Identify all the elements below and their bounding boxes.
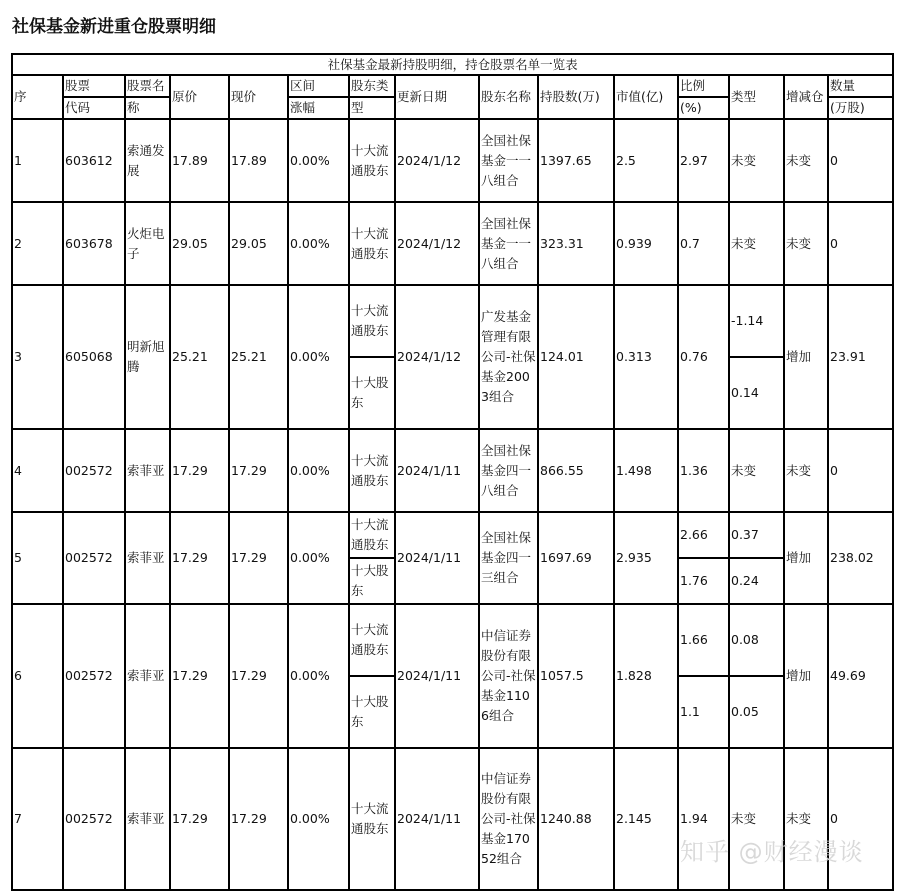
cell-cur-price: 17.29 — [229, 748, 288, 890]
cell-code: 002572 — [63, 429, 125, 512]
cell-range: 0.00% — [288, 119, 349, 202]
holdings-table — [11, 53, 894, 891]
cell-code: 603678 — [63, 202, 125, 285]
header-code-bottom: 代码 — [63, 97, 125, 119]
cell-holder-name: 全国社保基金一一八组合 — [479, 119, 538, 202]
cell-holder-type: 十大股东 — [349, 357, 395, 429]
cell-market-value: 2.5 — [614, 119, 678, 202]
cell-update-date: 2024/1/12 — [395, 202, 479, 285]
header-change: 增减仓 — [784, 75, 828, 119]
cell-change: 增加 — [784, 512, 828, 604]
header-ratio-bottom: (%) — [678, 97, 729, 119]
cell-code: 002572 — [63, 604, 125, 748]
watermark: 知乎 @财经漫谈 — [680, 838, 864, 866]
header-seq: 序 — [12, 75, 63, 119]
header-shares: 持股数(万) — [538, 75, 614, 119]
table-row — [12, 285, 893, 357]
cell-type: 未变 — [729, 429, 784, 512]
cell-shares: 124.01 — [538, 285, 614, 429]
cell-seq: 5 — [12, 512, 63, 604]
table-row — [12, 429, 893, 512]
cell-qty: 0 — [828, 202, 893, 285]
header-name-top: 股票名 — [125, 75, 170, 97]
cell-shares: 323.31 — [538, 202, 614, 285]
cell-ratio: 1.76 — [678, 558, 729, 604]
cell-shares: 1397.65 — [538, 119, 614, 202]
cell-holder-type: 十大流通股东 — [349, 429, 395, 512]
cell-qty: 0 — [828, 429, 893, 512]
cell-name: 索菲亚 — [125, 604, 170, 748]
cell-qty: 238.02 — [828, 512, 893, 604]
table-caption: 社保基金最新持股明细，持仓股票名单一览表 — [12, 54, 893, 75]
header-holder-type-top: 股东类 — [349, 75, 395, 97]
cell-orig-price: 17.89 — [170, 119, 229, 202]
cell-holder-type: 十大流通股东 — [349, 119, 395, 202]
header-name-bottom: 称 — [125, 97, 170, 119]
cell-name: 索菲亚 — [125, 429, 170, 512]
page-title: 社保基金新进重仓股票明细 — [12, 17, 216, 37]
table-row — [12, 748, 893, 890]
cell-orig-price: 25.21 — [170, 285, 229, 429]
cell-holder-type: 十大流通股东 — [349, 285, 395, 357]
cell-qty: 23.91 — [828, 285, 893, 429]
cell-ratio: 1.94 — [678, 748, 729, 890]
cell-seq: 2 — [12, 202, 63, 285]
header-ratio-top: 比例 — [678, 75, 729, 97]
cell-type: 未变 — [729, 748, 784, 890]
cell-change: 未变 — [784, 202, 828, 285]
cell-range: 0.00% — [288, 285, 349, 429]
cell-market-value: 1.828 — [614, 604, 678, 748]
cell-change: 增加 — [784, 604, 828, 748]
cell-update-date: 2024/1/12 — [395, 285, 479, 429]
cell-cur-price: 17.29 — [229, 512, 288, 604]
cell-orig-price: 17.29 — [170, 748, 229, 890]
cell-range: 0.00% — [288, 748, 349, 890]
table-row — [12, 604, 893, 676]
cell-ratio: 1.1 — [678, 676, 729, 748]
header-range-bottom: 涨幅 — [288, 97, 349, 119]
cell-name: 索菲亚 — [125, 512, 170, 604]
cell-ratio: 0.76 — [678, 285, 729, 429]
cell-orig-price: 17.29 — [170, 604, 229, 748]
cell-qty: 0 — [828, 748, 893, 890]
cell-shares: 1697.69 — [538, 512, 614, 604]
table-row — [12, 119, 893, 202]
cell-market-value: 0.939 — [614, 202, 678, 285]
cell-seq: 6 — [12, 604, 63, 748]
cell-orig-price: 29.05 — [170, 202, 229, 285]
cell-holder-type: 十大流通股东 — [349, 512, 395, 558]
cell-holder-name: 中信证券股份有限公司-社保基金1106组合 — [479, 604, 538, 748]
table-row — [12, 202, 893, 285]
cell-holder-type: 十大股东 — [349, 558, 395, 604]
cell-type: 0.14 — [729, 357, 784, 429]
cell-cur-price: 17.89 — [229, 119, 288, 202]
cell-name: 明新旭腾 — [125, 285, 170, 429]
cell-range: 0.00% — [288, 512, 349, 604]
cell-change: 未变 — [784, 119, 828, 202]
cell-name: 索通发展 — [125, 119, 170, 202]
cell-name: 索菲亚 — [125, 748, 170, 890]
cell-change: 未变 — [784, 429, 828, 512]
header-holder-name: 股东名称 — [479, 75, 538, 119]
cell-orig-price: 17.29 — [170, 429, 229, 512]
cell-shares: 1057.5 — [538, 604, 614, 748]
header-qty-bottom: (万股) — [828, 97, 893, 119]
cell-code: 603612 — [63, 119, 125, 202]
cell-holder-type: 十大流通股东 — [349, 202, 395, 285]
cell-type: 未变 — [729, 202, 784, 285]
cell-update-date: 2024/1/11 — [395, 512, 479, 604]
header-code-top: 股票 — [63, 75, 125, 97]
cell-cur-price: 25.21 — [229, 285, 288, 429]
cell-range: 0.00% — [288, 429, 349, 512]
cell-market-value: 0.313 — [614, 285, 678, 429]
cell-holder-name: 全国社保基金四一八组合 — [479, 429, 538, 512]
cell-shares: 1240.88 — [538, 748, 614, 890]
cell-holder-type: 十大流通股东 — [349, 748, 395, 890]
cell-cur-price: 17.29 — [229, 604, 288, 748]
cell-holder-type: 十大股东 — [349, 676, 395, 748]
cell-update-date: 2024/1/12 — [395, 119, 479, 202]
cell-type: 0.37 — [729, 512, 784, 558]
cell-cur-price: 17.29 — [229, 429, 288, 512]
cell-update-date: 2024/1/11 — [395, 429, 479, 512]
cell-seq: 4 — [12, 429, 63, 512]
cell-code: 605068 — [63, 285, 125, 429]
cell-type: 0.05 — [729, 676, 784, 748]
cell-holder-name: 全国社保基金四一三组合 — [479, 512, 538, 604]
table-row — [12, 512, 893, 558]
cell-update-date: 2024/1/11 — [395, 748, 479, 890]
cell-type: 未变 — [729, 119, 784, 202]
cell-holder-type: 十大流通股东 — [349, 604, 395, 676]
header-holder-type-bottom: 型 — [349, 97, 395, 119]
cell-seq: 7 — [12, 748, 63, 890]
cell-market-value: 2.935 — [614, 512, 678, 604]
cell-ratio: 0.7 — [678, 202, 729, 285]
cell-name: 火炬电子 — [125, 202, 170, 285]
cell-qty: 49.69 — [828, 604, 893, 748]
cell-range: 0.00% — [288, 604, 349, 748]
cell-market-value: 2.145 — [614, 748, 678, 890]
cell-shares: 866.55 — [538, 429, 614, 512]
header-qty-top: 数量 — [828, 75, 893, 97]
cell-code: 002572 — [63, 748, 125, 890]
cell-update-date: 2024/1/11 — [395, 604, 479, 748]
cell-ratio: 1.36 — [678, 429, 729, 512]
cell-seq: 3 — [12, 285, 63, 429]
cell-type: -1.14 — [729, 285, 784, 357]
cell-type: 0.08 — [729, 604, 784, 676]
cell-ratio: 2.97 — [678, 119, 729, 202]
cell-holder-name: 全国社保基金一一八组合 — [479, 202, 538, 285]
header-update-date: 更新日期 — [395, 75, 479, 119]
cell-orig-price: 17.29 — [170, 512, 229, 604]
header-range-top: 区间 — [288, 75, 349, 97]
cell-holder-name: 广发基金管理有限公司-社保基金2003组合 — [479, 285, 538, 429]
header-type: 类型 — [729, 75, 784, 119]
cell-ratio: 1.66 — [678, 604, 729, 676]
header-market-value: 市值(亿) — [614, 75, 678, 119]
header-cur-price: 现价 — [229, 75, 288, 119]
cell-range: 0.00% — [288, 202, 349, 285]
cell-holder-name: 中信证券股份有限公司-社保基金17052组合 — [479, 748, 538, 890]
header-orig-price: 原价 — [170, 75, 229, 119]
cell-cur-price: 29.05 — [229, 202, 288, 285]
cell-market-value: 1.498 — [614, 429, 678, 512]
cell-change: 增加 — [784, 285, 828, 429]
cell-code: 002572 — [63, 512, 125, 604]
cell-seq: 1 — [12, 119, 63, 202]
cell-type: 0.24 — [729, 558, 784, 604]
cell-qty: 0 — [828, 119, 893, 202]
cell-change: 未变 — [784, 748, 828, 890]
cell-ratio: 2.66 — [678, 512, 729, 558]
